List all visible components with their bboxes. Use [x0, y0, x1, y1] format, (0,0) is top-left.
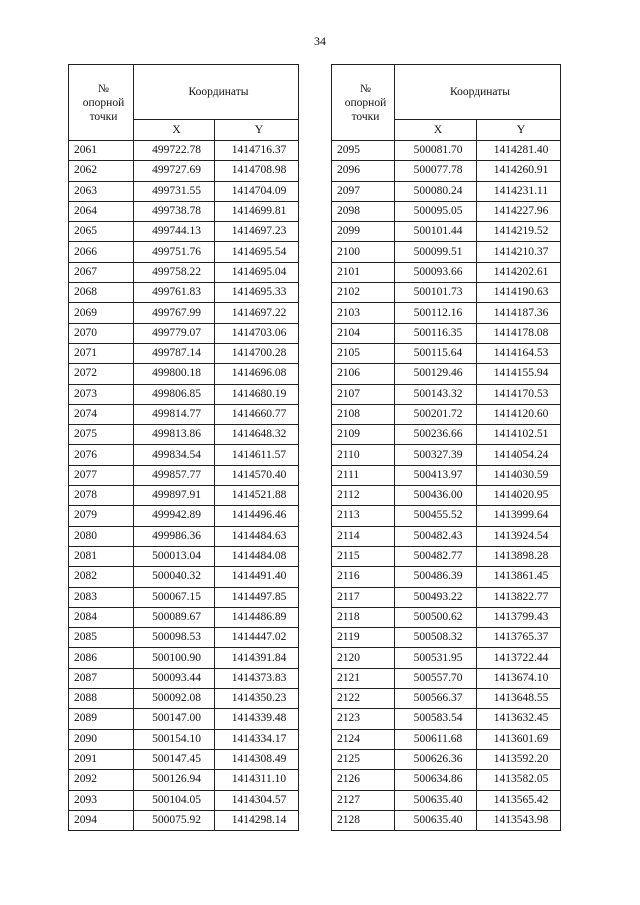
- table-row: [69, 607, 299, 627]
- point-number-cell: 2104: [332, 323, 395, 343]
- x-coordinate-cell: 499813.86: [134, 425, 215, 445]
- y-coordinate-cell: 1414648.32: [215, 425, 299, 445]
- page-number: 34: [314, 34, 326, 48]
- point-number-cell: 2093: [69, 790, 134, 810]
- x-coordinate-cell: 500093.66: [395, 262, 477, 282]
- y-coordinate-cell: 1414054.24: [477, 445, 561, 465]
- table-row: [69, 445, 299, 465]
- point-number-cell: 2099: [332, 222, 395, 242]
- y-column-header: Y: [215, 120, 299, 141]
- y-coordinate-cell: 1413601.69: [477, 729, 561, 749]
- x-coordinate-cell: 499731.55: [134, 181, 215, 201]
- table-row: [332, 141, 561, 161]
- point-number-cell: 2071: [69, 343, 134, 363]
- point-number-cell: 2109: [332, 425, 395, 445]
- point-number-cell: 2107: [332, 384, 395, 404]
- x-coordinate-cell: 500115.64: [395, 343, 477, 363]
- point-number-cell: 2102: [332, 283, 395, 303]
- y-coordinate-cell: 1414178.08: [477, 323, 561, 343]
- x-coordinate-cell: 500126.94: [134, 770, 215, 790]
- point-number-cell: 2065: [69, 222, 134, 242]
- point-number-cell: 2075: [69, 425, 134, 445]
- point-number-cell: 2070: [69, 323, 134, 343]
- y-coordinate-cell: 1413924.54: [477, 526, 561, 546]
- y-coordinate-cell: 1413543.98: [477, 810, 561, 830]
- table-row: [332, 384, 561, 404]
- table-row: [332, 465, 561, 485]
- table-row: [69, 303, 299, 323]
- y-coordinate-cell: 1414716.37: [215, 141, 299, 161]
- x-coordinate-cell: 500101.44: [395, 222, 477, 242]
- table-row: [332, 749, 561, 769]
- x-coordinate-cell: 500486.39: [395, 567, 477, 587]
- x-coordinate-cell: 499744.13: [134, 222, 215, 242]
- point-number-cell: 2117: [332, 587, 395, 607]
- point-number-cell: 2076: [69, 445, 134, 465]
- y-coordinate-cell: 1413674.10: [477, 668, 561, 688]
- y-coordinate-cell: 1414695.54: [215, 242, 299, 262]
- x-coordinate-cell: 500129.46: [395, 364, 477, 384]
- point-number-cell: 2119: [332, 628, 395, 648]
- table-row: [332, 283, 561, 303]
- y-coordinate-cell: 1413999.64: [477, 506, 561, 526]
- y-coordinate-cell: 1414339.48: [215, 709, 299, 729]
- y-coordinate-cell: 1414521.88: [215, 486, 299, 506]
- point-number-cell: 2077: [69, 465, 134, 485]
- y-coordinate-cell: 1414497.85: [215, 587, 299, 607]
- table-row: [69, 222, 299, 242]
- x-coordinate-cell: 500436.00: [395, 486, 477, 506]
- y-coordinate-cell: 1413765.37: [477, 628, 561, 648]
- x-coordinate-cell: 500104.05: [134, 790, 215, 810]
- point-number-cell: 2082: [69, 567, 134, 587]
- y-coordinate-cell: 1414699.81: [215, 201, 299, 221]
- coordinates-header: Координаты: [134, 65, 299, 120]
- x-coordinate-cell: 500089.67: [134, 607, 215, 627]
- x-coordinate-cell: 500101.73: [395, 283, 477, 303]
- point-number-cell: 2088: [69, 689, 134, 709]
- point-number-cell: 2073: [69, 384, 134, 404]
- table-row: [332, 506, 561, 526]
- table-row: [332, 303, 561, 323]
- y-coordinate-cell: 1414311.10: [215, 770, 299, 790]
- x-coordinate-cell: 500482.77: [395, 546, 477, 566]
- point-number-cell: 2066: [69, 242, 134, 262]
- table-row: [69, 506, 299, 526]
- y-coordinate-cell: 1413582.05: [477, 770, 561, 790]
- x-coordinate-cell: 499834.54: [134, 445, 215, 465]
- point-number-cell: 2068: [69, 283, 134, 303]
- y-coordinate-cell: 1414486.89: [215, 607, 299, 627]
- x-coordinate-cell: 500500.62: [395, 607, 477, 627]
- table-row: [332, 242, 561, 262]
- y-coordinate-cell: 1414373.83: [215, 668, 299, 688]
- table-row: [69, 404, 299, 424]
- y-coordinate-cell: 1413648.55: [477, 689, 561, 709]
- x-coordinate-cell: 499761.83: [134, 283, 215, 303]
- point-number-cell: 2110: [332, 445, 395, 465]
- table-row: [332, 181, 561, 201]
- point-number-cell: 2094: [69, 810, 134, 830]
- table-row: [69, 689, 299, 709]
- point-number-cell: 2072: [69, 364, 134, 384]
- table-row: [69, 465, 299, 485]
- y-coordinate-cell: 1414020.95: [477, 486, 561, 506]
- y-coordinate-cell: 1414704.09: [215, 181, 299, 201]
- point-number-cell: 2103: [332, 303, 395, 323]
- x-coordinate-cell: 500077.78: [395, 161, 477, 181]
- x-coordinate-cell: 500635.40: [395, 810, 477, 830]
- x-coordinate-cell: 500040.32: [134, 567, 215, 587]
- point-number-cell: 2085: [69, 628, 134, 648]
- y-coordinate-cell: 1414496.46: [215, 506, 299, 526]
- x-coordinate-cell: 499758.22: [134, 262, 215, 282]
- table-row: [69, 343, 299, 363]
- x-coordinate-cell: 500013.04: [134, 546, 215, 566]
- x-coordinate-cell: 500147.00: [134, 709, 215, 729]
- x-coordinate-cell: 499779.07: [134, 323, 215, 343]
- point-number-cell: 2080: [69, 526, 134, 546]
- y-coordinate-cell: 1413722.44: [477, 648, 561, 668]
- y-coordinate-cell: 1413799.43: [477, 607, 561, 627]
- point-number-cell: 2097: [332, 181, 395, 201]
- table-row: [332, 222, 561, 242]
- x-coordinate-cell: 499897.91: [134, 486, 215, 506]
- table-row: [332, 526, 561, 546]
- table-row: [69, 425, 299, 445]
- y-coordinate-cell: 1414695.33: [215, 283, 299, 303]
- y-coordinate-cell: 1414304.57: [215, 790, 299, 810]
- x-coordinate-cell: 500508.32: [395, 628, 477, 648]
- point-number-cell: 2096: [332, 161, 395, 181]
- x-coordinate-cell: 500413.97: [395, 465, 477, 485]
- x-coordinate-cell: 500531.95: [395, 648, 477, 668]
- point-number-header: [332, 65, 395, 141]
- point-header-line3: точки: [351, 110, 380, 123]
- y-coordinate-cell: 1414155.94: [477, 364, 561, 384]
- point-number-cell: 2108: [332, 404, 395, 424]
- point-number-cell: 2079: [69, 506, 134, 526]
- table-row: [332, 729, 561, 749]
- table-row: [69, 201, 299, 221]
- table-row: [69, 749, 299, 769]
- x-coordinate-cell: 500116.35: [395, 323, 477, 343]
- x-coordinate-cell: 500566.37: [395, 689, 477, 709]
- point-number-cell: 2105: [332, 343, 395, 363]
- x-coordinate-cell: 500099.51: [395, 242, 477, 262]
- point-number-cell: 2078: [69, 486, 134, 506]
- point-number-cell: 2125: [332, 749, 395, 769]
- table-row: [332, 567, 561, 587]
- y-coordinate-cell: 1413822.77: [477, 587, 561, 607]
- table-row: [332, 607, 561, 627]
- y-coordinate-cell: 1414491.40: [215, 567, 299, 587]
- y-coordinate-cell: 1414697.23: [215, 222, 299, 242]
- point-number-cell: 2121: [332, 668, 395, 688]
- table-row: [69, 628, 299, 648]
- x-coordinate-cell: 500143.32: [395, 384, 477, 404]
- y-coordinate-cell: 1414696.08: [215, 364, 299, 384]
- x-coordinate-cell: 499857.77: [134, 465, 215, 485]
- y-coordinate-cell: 1414231.11: [477, 181, 561, 201]
- table-row: [69, 709, 299, 729]
- coordinates-header: Координаты: [395, 65, 561, 120]
- point-number-cell: 2086: [69, 648, 134, 668]
- table-row: [69, 546, 299, 566]
- table-row: [69, 567, 299, 587]
- x-coordinate-cell: 500080.24: [395, 181, 477, 201]
- table-row: [332, 343, 561, 363]
- y-coordinate-cell: 1414484.63: [215, 526, 299, 546]
- x-coordinate-cell: 500557.70: [395, 668, 477, 688]
- table-row: [332, 161, 561, 181]
- table-row: [332, 262, 561, 282]
- x-coordinate-cell: 500095.05: [395, 201, 477, 221]
- point-number-cell: 2127: [332, 790, 395, 810]
- coordinates-table-left: [68, 64, 299, 831]
- x-coordinate-cell: 499787.14: [134, 343, 215, 363]
- y-coordinate-cell: 1414447.02: [215, 628, 299, 648]
- point-number-cell: 2115: [332, 546, 395, 566]
- y-coordinate-cell: 1413898.28: [477, 546, 561, 566]
- y-coordinate-cell: 1413632.45: [477, 709, 561, 729]
- point-number-cell: 2069: [69, 303, 134, 323]
- y-coordinate-cell: 1414708.98: [215, 161, 299, 181]
- table-row: [69, 242, 299, 262]
- table-row: [69, 486, 299, 506]
- coordinates-table-right: [331, 64, 561, 831]
- y-coordinate-cell: 1414190.63: [477, 283, 561, 303]
- x-coordinate-cell: 500154.10: [134, 729, 215, 749]
- y-coordinate-cell: 1414281.40: [477, 141, 561, 161]
- y-coordinate-cell: 1414202.61: [477, 262, 561, 282]
- y-coordinate-cell: 1414102.51: [477, 425, 561, 445]
- point-header-line2: опорной: [344, 96, 387, 109]
- table-row: [332, 668, 561, 688]
- point-number-cell: 2083: [69, 587, 134, 607]
- table-row: [332, 404, 561, 424]
- x-coordinate-cell: 499738.78: [134, 201, 215, 221]
- x-coordinate-cell: 499942.89: [134, 506, 215, 526]
- x-coordinate-cell: 500098.53: [134, 628, 215, 648]
- table-row: [332, 790, 561, 810]
- x-coordinate-cell: 500327.39: [395, 445, 477, 465]
- table-row: [69, 364, 299, 384]
- table-row: [332, 810, 561, 830]
- y-coordinate-cell: 1414187.36: [477, 303, 561, 323]
- point-number-cell: 2124: [332, 729, 395, 749]
- y-coordinate-cell: 1414170.53: [477, 384, 561, 404]
- table-row: [69, 283, 299, 303]
- x-coordinate-cell: 500583.54: [395, 709, 477, 729]
- x-coordinate-cell: 500093.44: [134, 668, 215, 688]
- table-row: [69, 323, 299, 343]
- table-row: [69, 587, 299, 607]
- table-row: [332, 364, 561, 384]
- x-coordinate-cell: 500236.66: [395, 425, 477, 445]
- y-coordinate-cell: 1414700.28: [215, 343, 299, 363]
- table-row: [69, 262, 299, 282]
- table-row: [69, 668, 299, 688]
- point-number-cell: 2081: [69, 546, 134, 566]
- table-row: [332, 628, 561, 648]
- table-row: [332, 201, 561, 221]
- x-coordinate-cell: 499722.78: [134, 141, 215, 161]
- x-coordinate-cell: 500482.43: [395, 526, 477, 546]
- table-body-left: [69, 141, 299, 831]
- table-row: [332, 770, 561, 790]
- table-row: [69, 648, 299, 668]
- y-coordinate-cell: 1414484.08: [215, 546, 299, 566]
- point-number-cell: 2101: [332, 262, 395, 282]
- x-coordinate-cell: 500626.36: [395, 749, 477, 769]
- point-number-cell: 2106: [332, 364, 395, 384]
- point-number-cell: 2092: [69, 770, 134, 790]
- x-coordinate-cell: 500081.70: [395, 141, 477, 161]
- y-coordinate-cell: 1414120.60: [477, 404, 561, 424]
- y-coordinate-cell: 1414703.06: [215, 323, 299, 343]
- point-number-cell: 2114: [332, 526, 395, 546]
- point-header-line3: точки: [89, 110, 118, 123]
- table-row: [332, 445, 561, 465]
- point-number-cell: 2087: [69, 668, 134, 688]
- table-row: [69, 526, 299, 546]
- table-row: [332, 425, 561, 445]
- x-coordinate-cell: 500201.72: [395, 404, 477, 424]
- y-coordinate-cell: 1414350.23: [215, 689, 299, 709]
- x-coordinate-cell: 500112.16: [395, 303, 477, 323]
- point-number-cell: 2112: [332, 486, 395, 506]
- point-number-cell: 2084: [69, 607, 134, 627]
- point-number-cell: 2095: [332, 141, 395, 161]
- y-coordinate-cell: 1414680.19: [215, 384, 299, 404]
- point-number-cell: 2061: [69, 141, 134, 161]
- x-coordinate-cell: 499727.69: [134, 161, 215, 181]
- y-coordinate-cell: 1414611.57: [215, 445, 299, 465]
- y-coordinate-cell: 1414695.04: [215, 262, 299, 282]
- table-row: [69, 790, 299, 810]
- y-coordinate-cell: 1414298.14: [215, 810, 299, 830]
- y-coordinate-cell: 1413565.42: [477, 790, 561, 810]
- point-number-header: [69, 65, 134, 141]
- x-coordinate-cell: 500611.68: [395, 729, 477, 749]
- table-row: [332, 709, 561, 729]
- point-number-cell: 2122: [332, 689, 395, 709]
- x-coordinate-cell: 499806.85: [134, 384, 215, 404]
- table-row: [69, 810, 299, 830]
- x-coordinate-cell: 499751.76: [134, 242, 215, 262]
- x-coordinate-cell: 500092.08: [134, 689, 215, 709]
- point-number-cell: 2067: [69, 262, 134, 282]
- y-coordinate-cell: 1414334.17: [215, 729, 299, 749]
- table-row: [332, 323, 561, 343]
- point-number-cell: 2120: [332, 648, 395, 668]
- point-header-line2: опорной: [82, 96, 125, 109]
- y-coordinate-cell: 1414030.59: [477, 465, 561, 485]
- table-row: [69, 161, 299, 181]
- table-row: [332, 486, 561, 506]
- y-coordinate-cell: 1414260.91: [477, 161, 561, 181]
- x-coordinate-cell: 499986.36: [134, 526, 215, 546]
- point-number-cell: 2118: [332, 607, 395, 627]
- y-coordinate-cell: 1414391.84: [215, 648, 299, 668]
- table-row: [332, 587, 561, 607]
- table-row: [332, 689, 561, 709]
- x-coordinate-cell: 500493.22: [395, 587, 477, 607]
- y-coordinate-cell: 1414697.22: [215, 303, 299, 323]
- x-coordinate-cell: 500147.45: [134, 749, 215, 769]
- point-number-cell: 2063: [69, 181, 134, 201]
- x-coordinate-cell: 500100.90: [134, 648, 215, 668]
- x-coordinate-cell: 500635.40: [395, 790, 477, 810]
- y-column-header: Y: [477, 120, 561, 141]
- table-row: [332, 648, 561, 668]
- x-coordinate-cell: 500455.52: [395, 506, 477, 526]
- x-column-header: X: [134, 120, 215, 141]
- point-header-line1: №: [98, 82, 109, 95]
- x-coordinate-cell: 499800.18: [134, 364, 215, 384]
- y-coordinate-cell: 1414219.52: [477, 222, 561, 242]
- point-number-cell: 2100: [332, 242, 395, 262]
- point-number-cell: 2126: [332, 770, 395, 790]
- point-number-cell: 2116: [332, 567, 395, 587]
- point-number-cell: 2128: [332, 810, 395, 830]
- point-number-cell: 2123: [332, 709, 395, 729]
- x-column-header: X: [395, 120, 477, 141]
- x-coordinate-cell: 500075.92: [134, 810, 215, 830]
- y-coordinate-cell: 1414164.53: [477, 343, 561, 363]
- x-coordinate-cell: 499767.99: [134, 303, 215, 323]
- point-number-cell: 2064: [69, 201, 134, 221]
- table-row: [332, 546, 561, 566]
- point-number-cell: 2111: [332, 465, 395, 485]
- table-row: [69, 141, 299, 161]
- y-coordinate-cell: 1414308.49: [215, 749, 299, 769]
- y-coordinate-cell: 1414227.96: [477, 201, 561, 221]
- point-number-cell: 2062: [69, 161, 134, 181]
- point-number-cell: 2074: [69, 404, 134, 424]
- table-body-right: [332, 141, 561, 831]
- point-number-cell: 2090: [69, 729, 134, 749]
- point-number-cell: 2113: [332, 506, 395, 526]
- table-row: [69, 729, 299, 749]
- point-number-cell: 2098: [332, 201, 395, 221]
- table-row: [69, 770, 299, 790]
- x-coordinate-cell: 500634.86: [395, 770, 477, 790]
- y-coordinate-cell: 1414570.40: [215, 465, 299, 485]
- point-number-cell: 2089: [69, 709, 134, 729]
- point-number-cell: 2091: [69, 749, 134, 769]
- y-coordinate-cell: 1414660.77: [215, 404, 299, 424]
- y-coordinate-cell: 1413592.20: [477, 749, 561, 769]
- table-row: [69, 181, 299, 201]
- x-coordinate-cell: 500067.15: [134, 587, 215, 607]
- point-header-line1: №: [360, 82, 371, 95]
- y-coordinate-cell: 1413861.45: [477, 567, 561, 587]
- table-row: [69, 384, 299, 404]
- x-coordinate-cell: 499814.77: [134, 404, 215, 424]
- y-coordinate-cell: 1414210.37: [477, 242, 561, 262]
